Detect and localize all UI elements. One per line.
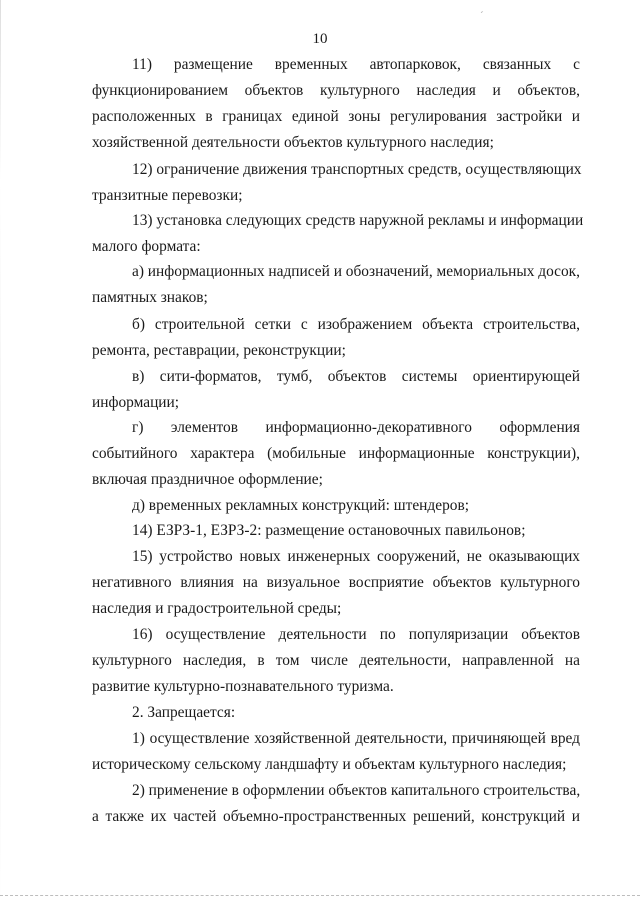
paragraph-subitem-a — [92, 259, 580, 311]
text-line: хозяйственной деятельности объектов культурного наследия; — [92, 134, 494, 151]
text-line: событийного характера (мобильные информационные конструкции), — [92, 445, 580, 462]
text-line: 11) размещение временных автопарковок, связанных с — [132, 56, 580, 73]
text-line: малого формата: — [92, 238, 201, 255]
text-line: негативного влияния на визуальное восприятие объектов культурного — [92, 574, 580, 591]
paragraph-item-12 — [92, 157, 580, 209]
text-line: расположенных в границах единой зоны регулирования застройки и — [92, 108, 580, 125]
text-line: развитие культурно-познавательного туризма. — [92, 678, 394, 695]
text-line: культурного наследия, в том числе деятельности, направленной на — [92, 652, 580, 669]
paragraph-item-16 — [92, 622, 580, 700]
text-line: наследия и градостроительной среды; — [92, 600, 342, 617]
paragraph-item-15 — [92, 544, 580, 622]
text-line: 2) применение в оформлении объектов капитального строительства, — [132, 782, 581, 799]
paragraph-item-13 — [92, 208, 584, 260]
text-line: г) элементов информационно-декоративного оформления — [132, 419, 580, 436]
text-line: 2. Запрещается: — [132, 704, 236, 721]
page-number: 10 — [312, 31, 328, 47]
paragraph-subitem-v — [92, 364, 580, 416]
scan-mark: ˊ — [480, 10, 484, 22]
paragraph-subitem-d — [92, 493, 580, 519]
text-line: 14) ЕЗРЗ-1, ЕЗРЗ-2: размещение остановочных павильонов; — [132, 522, 526, 539]
text-line: включая праздничное оформление; — [92, 471, 323, 488]
section-heading-prohibited — [92, 700, 580, 726]
text-line: транзитные перевозки; — [92, 187, 243, 204]
text-line: а также их частей объемно-пространственных решений, конструкций и — [92, 808, 580, 825]
text-line: историческому сельскому ландшафту и объектам культурного наследия; — [92, 756, 567, 773]
text-line: 12) ограничение движения транспортных средств, осуществляющих — [132, 161, 582, 178]
text-line: а) информационных надписей и обозначений, мемориальных досок, — [132, 263, 580, 280]
scan-edge — [0, 0, 1, 905]
text-line: информации; — [92, 394, 180, 411]
text-line: 16) осуществление деятельности по популяризации объектов — [132, 626, 580, 643]
text-line: функционированием объектов культурного наследия и объектов, — [92, 82, 580, 99]
paragraph-subitem-b — [92, 312, 580, 364]
paragraph-prohibited-2 — [92, 778, 580, 830]
paragraph-subitem-g — [92, 415, 580, 493]
paragraph-item-14 — [92, 518, 580, 544]
text-line: д) временных рекламных конструкций: штендеров; — [132, 497, 470, 514]
scan-bottom-edge — [0, 895, 640, 896]
text-line: 15) устройство новых инженерных сооружений, не оказывающих — [132, 548, 580, 565]
paragraph-prohibited-1 — [92, 726, 580, 778]
paragraph-item-11 — [92, 52, 580, 156]
text-line: ремонта, реставрации, реконструкции; — [92, 342, 346, 359]
text-line: памятных знаков; — [92, 289, 208, 306]
text-line: в) сити-форматов, тумб, объектов системы ориентирующей — [132, 368, 580, 385]
text-line: 13) установка следующих средств наружной рекламы и информации — [132, 212, 584, 229]
text-line: 1) осуществление хозяйственной деятельности, причиняющей вред — [132, 730, 580, 747]
text-line: б) строительной сетки с изображением объекта строительства, — [132, 316, 580, 333]
